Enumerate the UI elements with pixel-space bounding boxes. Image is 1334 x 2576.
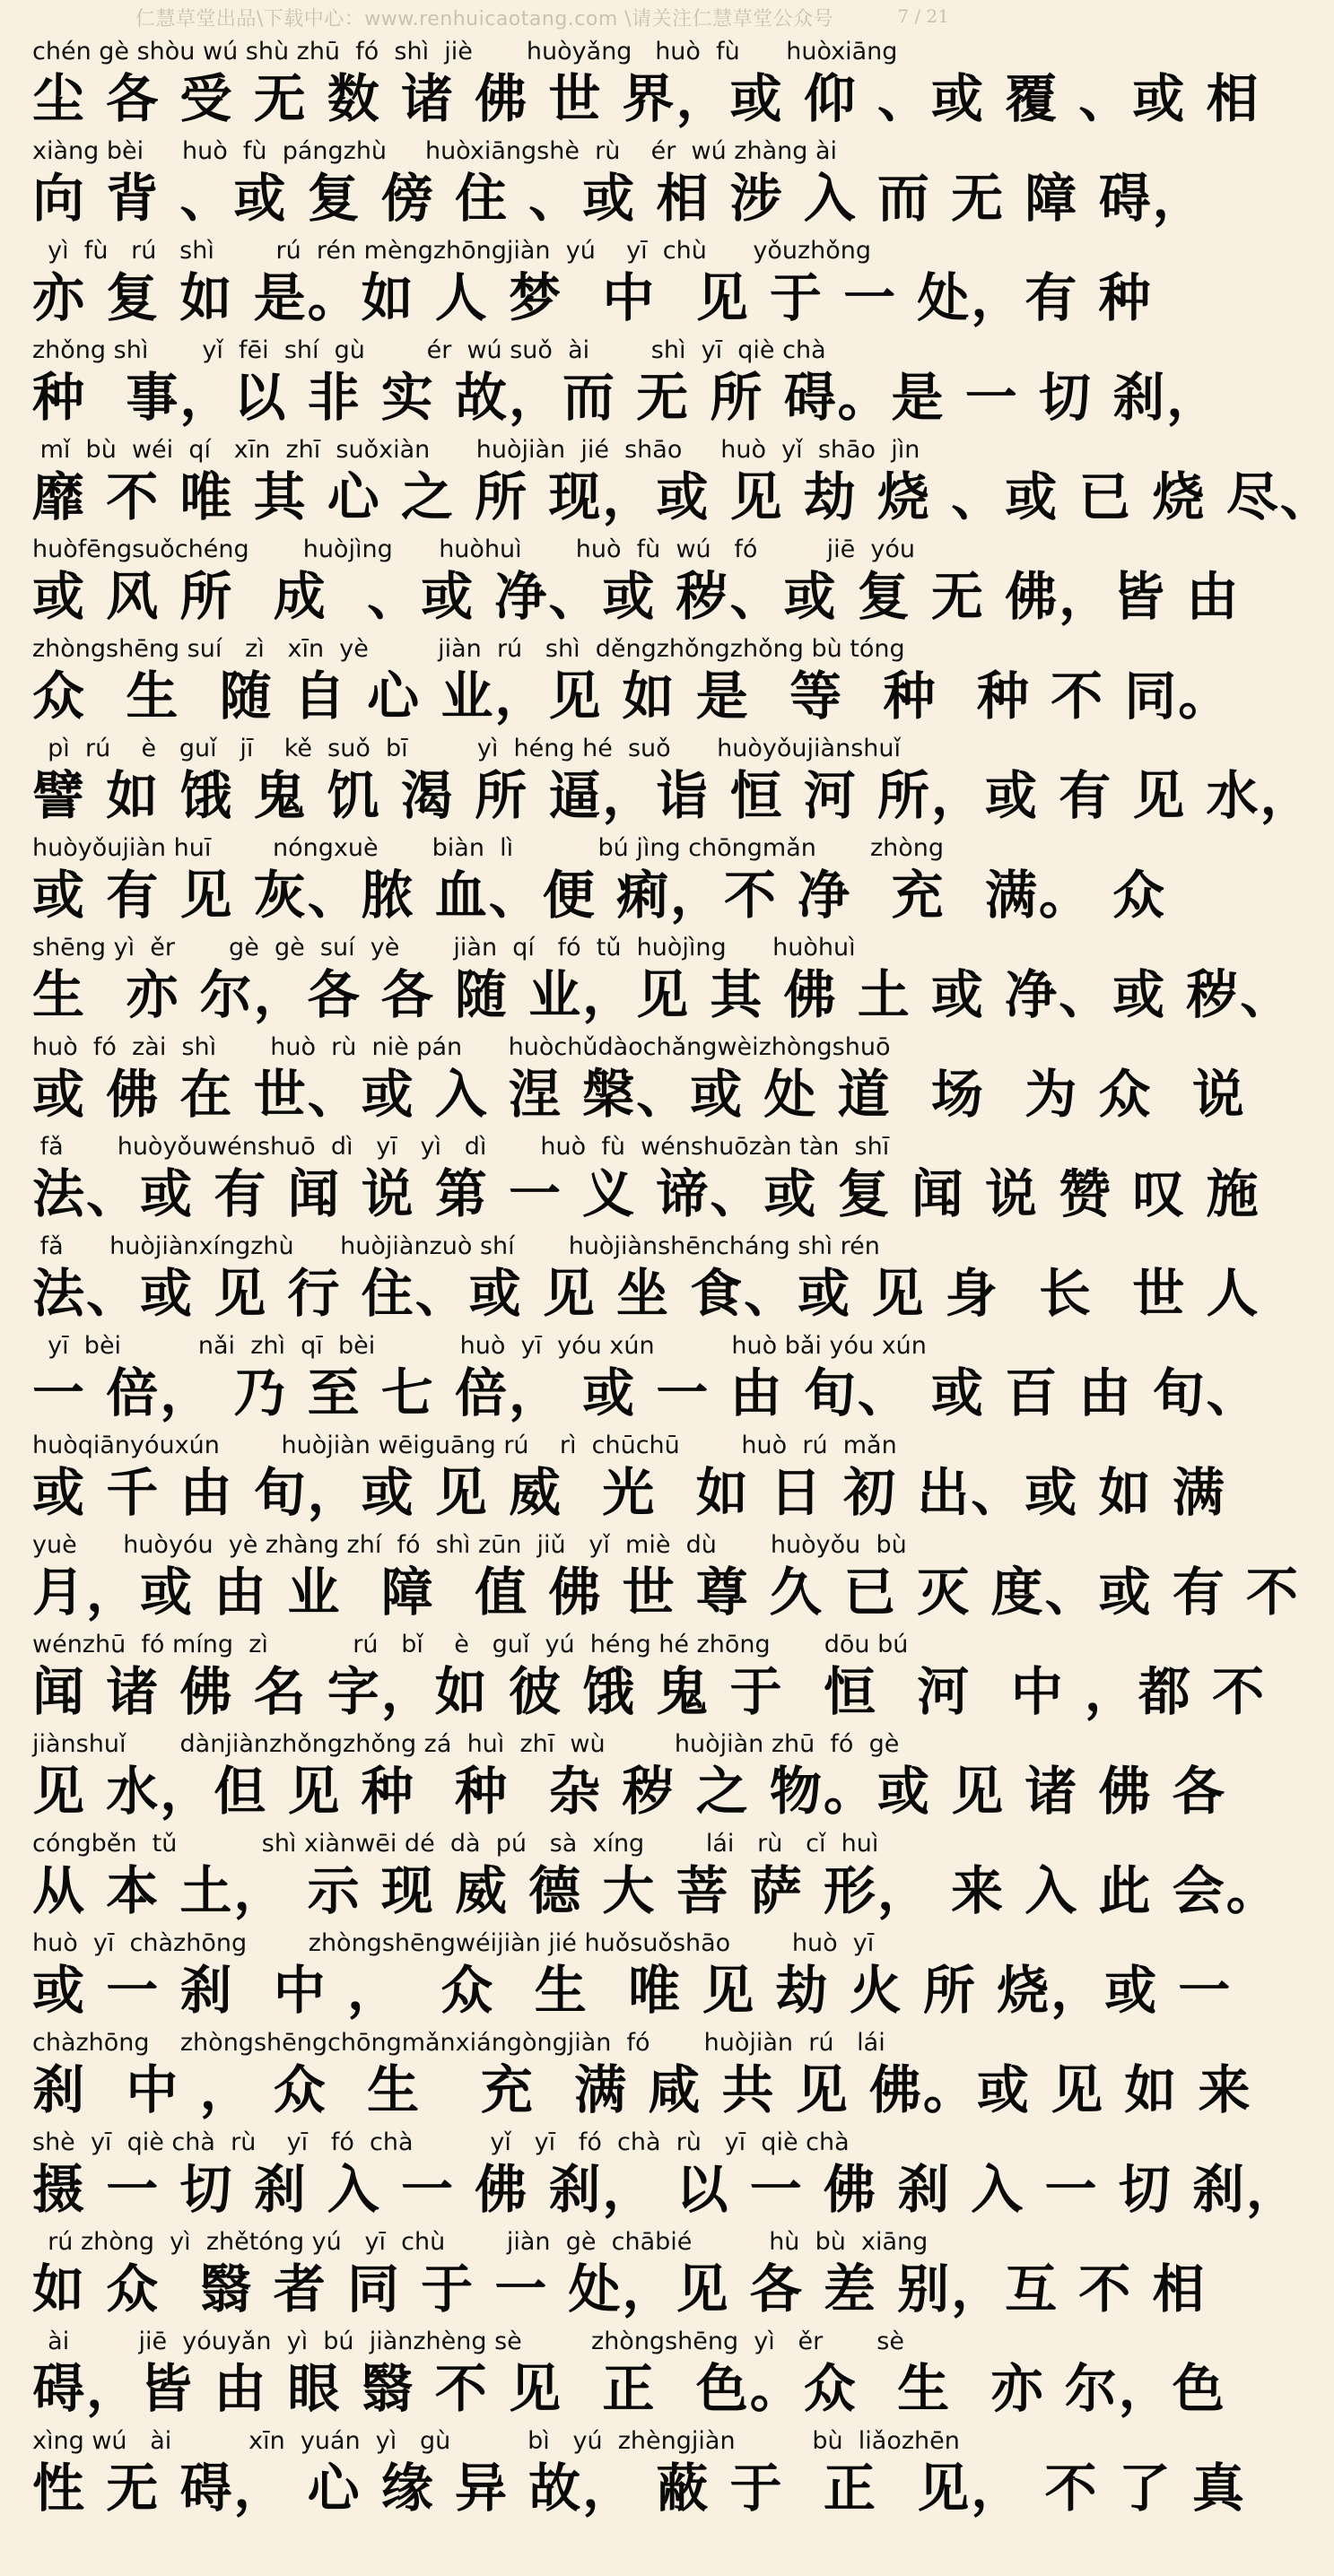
text-line-17 [32, 1627, 1267, 1727]
pinyin-line: yī bèi nǎi zhì qī bèi huò yī yóu xún huò bǎi yóu xún [32, 1332, 927, 1360]
hanzi-line: 性 无 碍， 心 缘 异 故， 蔽 于 正 见， 不 了 真 [32, 2458, 1246, 2519]
text-line-10 [32, 930, 1295, 1030]
hanzi-line: 譬 如 饿 鬼 饥 渴 所 逼，诣 恒 河 所，或 有 见 水， [32, 765, 1314, 826]
text-line-24 [32, 2324, 1226, 2424]
text-line-14 [32, 1328, 1260, 1428]
hanzi-line: 从 本 土， 示 现 威 德 大 菩 萨 形， 来 入 此 会。 [32, 1860, 1280, 1921]
text-line-18 [32, 1727, 1226, 1826]
text-line-19 [32, 1826, 1280, 1926]
text-line-13 [32, 1229, 1260, 1328]
text-line-25 [32, 2424, 1246, 2523]
hanzi-line: 或 风 所 成 、或 净、或 秽、或 复 无 佛，皆 由 [32, 566, 1241, 627]
pinyin-line: yì fù rú shì rú rén mèngzhōngjiàn yú yī chù yǒuzhǒng [32, 237, 872, 265]
site-watermark-text: 仁慧草堂出品\下载中心：www.renhuicaotang.com \请关注仁慧草堂公众号 [135, 8, 834, 30]
pinyin-line: mǐ bù wéi qí xīn zhī suǒxiàn huòjiàn jié shāo huò yǐ shāo jìn [32, 436, 920, 464]
text-line-2 [32, 134, 1207, 233]
hanzi-line: 亦 复 如 是。如 人 梦 中 见 于 一 处，有 种 [32, 267, 1153, 328]
pinyin-line: huòfēngsuǒchéng huòjìng huòhuì huò fù wú fó jiē yóu [32, 535, 916, 563]
text-line-22 [32, 2125, 1300, 2224]
pinyin-line: shè yī qiè chà rù yī fó chà yǐ yī fó chà rù yī qiè chà [32, 2128, 850, 2156]
pinyin-line: wénzhū fó míng zì rú bǐ è guǐ yú héng hé zhōng dōu bú [32, 1631, 909, 1658]
hanzi-line: 法、或 有 闻 说 第 一 义 谛、或 复 闻 说 赞 叹 施 [32, 1163, 1260, 1224]
pinyin-line: huò fó zài shì huò rù niè pán huòchǔdàochǎngwèizhòngshuō [32, 1033, 891, 1061]
pinyin-line: zhǒng shì yǐ fēi shí gù ér wú suǒ ài shì yī qiè chà [32, 336, 826, 364]
pinyin-line: huò yī chàzhōng zhòngshēngwéijiàn jié huǒsuǒshāo huò yī [32, 1929, 875, 1957]
hanzi-line: 向 背 、或 复 傍 住 、或 相 涉 入 而 无 障 碍， [32, 168, 1207, 229]
pinyin-line: rú zhòng yì zhětóng yú yī chù jiàn gè chābié hù bù xiāng [32, 2228, 929, 2256]
hanzi-line: 碍，皆 由 眼 翳 不 见 正 色。众 生 亦 尔，色 [32, 2358, 1226, 2419]
hanzi-line: 或 佛 在 世、或 入 涅 槃、或 处 道 场 为 众 说 [32, 1064, 1246, 1125]
pinyin-line: fǎ huòyǒuwénshuō dì yī yì dì huò fù wénshuōzàn tàn shī [32, 1133, 890, 1161]
hanzi-line: 尘 各 受 无 数 诸 佛 世 界，或 仰 、或 覆 、或 相 [32, 68, 1260, 129]
text-line-5 [32, 432, 1334, 532]
pinyin-line: jiànshuǐ dànjiànzhǒngzhǒng zá huì zhī wù huòjiàn zhū fó gè [32, 1730, 900, 1758]
pinyin-line: yuè huòyóu yè zhàng zhí fó shì zūn jiǔ yǐ miè dù huòyǒu bù [32, 1531, 907, 1559]
hanzi-line: 摄 一 切 刹 入 一 佛 刹， 以 一 佛 刹 入 一 切 刹， [32, 2159, 1300, 2220]
hanzi-line: 法、或 见 行 住、或 见 坐 食、或 见 身 长 世 人 [32, 1263, 1260, 1324]
text-line-16 [32, 1527, 1300, 1627]
hanzi-line: 如 众 翳 者 同 于 一 处，见 各 差 别，互 不 相 [32, 2258, 1207, 2319]
hanzi-line: 生 亦 尔，各 各 随 业，见 其 佛 土 或 净、或 秽、 [32, 964, 1295, 1025]
pinyin-line: xiàng bèi huò fù pángzhù huòxiāngshè rù ér wú zhàng ài [32, 137, 838, 165]
pinyin-line: chén gè shòu wú shù zhū fó shì jiè huòyǎng huò fù huòxiāng [32, 38, 898, 65]
scripture-text-block [32, 34, 1334, 2523]
text-line-4 [32, 333, 1221, 432]
text-line-3 [32, 233, 1153, 333]
page-header [0, 0, 969, 36]
pinyin-line: huòyǒujiàn huī nóngxuè biàn lì bú jìng chōngmǎn zhòng [32, 834, 945, 862]
hanzi-line: 月，或 由 业 障 值 佛 世 尊 久 已 灭 度、或 有 不 [32, 1562, 1300, 1623]
text-line-1 [32, 34, 1260, 134]
text-line-12 [32, 1129, 1260, 1229]
pinyin-line: xìng wú ài xīn yuán yì gù bì yú zhèngjiàn bù liǎozhēn [32, 2427, 960, 2455]
hanzi-line: 见 水，但 见 种 种 杂 秽 之 物。或 见 诸 佛 各 [32, 1761, 1226, 1822]
hanzi-line: 闻 诸 佛 名 字，如 彼 饿 鬼 于 恒 河 中 ，都 不 [32, 1661, 1267, 1722]
hanzi-line: 或 千 由 旬，或 见 威 光 如 日 初 出、或 如 满 [32, 1462, 1226, 1523]
pinyin-line: fǎ huòjiànxíngzhù huòjiànzuò shí huòjiànshēncháng shì rén [32, 1232, 880, 1260]
text-line-20 [32, 1926, 1233, 2025]
text-line-21 [32, 2025, 1252, 2125]
pinyin-line: pì rú è guǐ jī kě suǒ bī yì héng hé suǒ huòyǒujiànshuǐ [32, 735, 901, 762]
hanzi-line: 众 生 随 自 心 业，见 如 是 等 种 种 不 同。 [32, 666, 1233, 727]
hanzi-line: 或 一 刹 中 ， 众 生 唯 见 劫 火 所 烧，或 一 [32, 1960, 1233, 2021]
hanzi-line: 一 倍， 乃 至 七 倍， 或 一 由 旬、 或 百 由 旬、 [32, 1362, 1260, 1423]
text-line-9 [32, 831, 1167, 930]
hanzi-line: 刹 中 ， 众 生 充 满 咸 共 见 佛。或 见 如 来 [32, 2059, 1252, 2120]
hanzi-line: 种 事，以 非 实 故，而 无 所 碍。是 一 切 刹， [32, 367, 1221, 428]
text-line-7 [32, 631, 1233, 731]
pinyin-line: huòqiānyóuxún huòjiàn wēiguāng rú rì chūchū huò rú mǎn [32, 1432, 897, 1459]
pinyin-line: shēng yì ěr gè gè suí yè jiàn qí fó tǔ huòjìng huòhuì [32, 934, 856, 962]
hanzi-line: 靡 不 唯 其 心 之 所 现，或 见 劫 烧 、或 已 烧 尽、 [32, 466, 1334, 527]
text-line-6 [32, 532, 1241, 631]
pinyin-line: cóngběn tǔ shì xiànwēi dé dà pú sà xíng lái rù cǐ huì [32, 1830, 879, 1858]
pinyin-line: chàzhōng zhòngshēngchōngmǎnxiángòngjiàn fó huòjiàn rú lái [32, 2029, 885, 2057]
text-line-23 [32, 2224, 1207, 2324]
text-line-15 [32, 1428, 1226, 1527]
page-indicator: 7 / 21 [897, 5, 949, 27]
pinyin-line: ài jiē yóuyǎn yì bú jiànzhèng sè zhòngshēng yì ěr sè [32, 2328, 904, 2355]
pinyin-line: zhòngshēng suí zì xīn yè jiàn rú shì děngzhǒngzhǒng bù tóng [32, 635, 905, 663]
text-line-11 [32, 1030, 1246, 1129]
hanzi-line: 或 有 见 灰、脓 血、便 痢，不 净 充 满。 众 [32, 865, 1167, 926]
text-line-8 [32, 731, 1314, 831]
